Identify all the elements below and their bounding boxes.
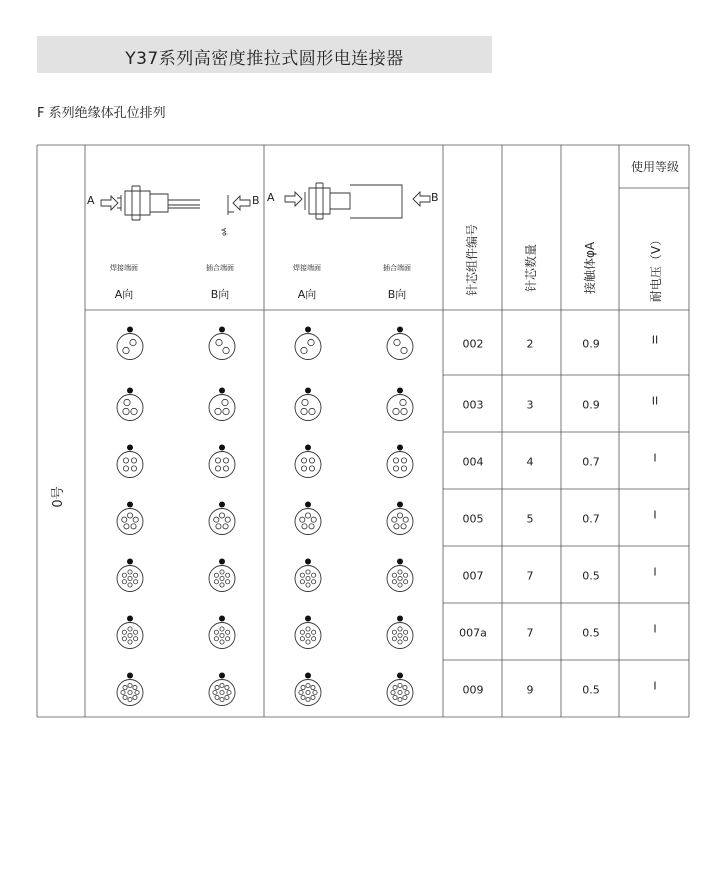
pin-hole xyxy=(124,524,129,529)
pin-layout-diagram xyxy=(117,445,143,478)
pin-hole xyxy=(306,640,310,644)
pin-layout-diagram xyxy=(209,445,235,478)
pin-hole xyxy=(392,517,397,522)
contact-diameter-cell: 0.9 xyxy=(582,398,600,412)
pin-layout-diagram xyxy=(295,559,321,592)
pin-hole xyxy=(220,570,224,574)
pin-hole xyxy=(306,633,310,637)
pin-hole xyxy=(306,690,310,694)
pin-hole xyxy=(215,695,219,699)
pin-hole xyxy=(215,466,220,471)
pin-hole xyxy=(124,399,130,405)
key-dot xyxy=(127,445,133,451)
key-dot xyxy=(127,502,133,508)
pin-hole xyxy=(131,524,136,529)
pin-hole xyxy=(398,640,402,644)
insert-outline xyxy=(387,395,413,421)
contact-diameter-header: 接触体φA xyxy=(583,241,597,295)
pin-layout-diagram xyxy=(387,327,413,360)
contact-diameter-cell: 0.9 xyxy=(582,337,600,351)
key-dot xyxy=(305,616,311,622)
mating-end-label: 插合端面 xyxy=(206,264,234,272)
pin-hole xyxy=(392,573,396,577)
pin-hole xyxy=(123,408,129,414)
pin-hole xyxy=(123,347,129,353)
pin-hole xyxy=(214,517,219,522)
insert-outline xyxy=(387,334,413,360)
pin-hole xyxy=(394,339,400,345)
pin-hole xyxy=(311,695,315,699)
pin-hole xyxy=(300,517,305,522)
pin-hole xyxy=(122,637,126,641)
voltage-header: 耐电压（V） xyxy=(649,233,663,303)
pin-layout-diagram xyxy=(117,327,143,360)
pin-hole xyxy=(393,458,398,463)
usage-grade-cell: I xyxy=(653,565,657,579)
pin-hole xyxy=(220,583,224,587)
pin-hole xyxy=(220,690,224,694)
pin-hole xyxy=(225,685,229,689)
key-dot xyxy=(219,445,225,451)
pin-hole xyxy=(306,583,310,587)
pin-hole xyxy=(123,685,127,689)
pin-hole xyxy=(301,347,307,353)
pin-layout-diagram xyxy=(209,327,235,360)
key-dot xyxy=(305,388,311,394)
pin-count-cell: 4 xyxy=(526,455,534,469)
pin-hole xyxy=(225,695,229,699)
pin-hole xyxy=(398,627,402,631)
pin-hole xyxy=(312,573,316,577)
pin-layout-diagram xyxy=(117,388,143,421)
diameter-label: φA xyxy=(221,227,228,236)
pin-layout-diagram xyxy=(117,502,143,535)
pin-hole xyxy=(393,466,398,471)
pin-count-cell: 7 xyxy=(526,569,534,583)
key-dot xyxy=(219,502,225,508)
pin-hole xyxy=(401,458,406,463)
count-header: 针芯数量 xyxy=(524,243,538,293)
pin-hole xyxy=(215,685,219,689)
insert-outline xyxy=(117,452,143,478)
pin-hole xyxy=(306,576,310,580)
pin-hole xyxy=(128,697,132,701)
pin-hole xyxy=(133,695,137,699)
pin-layout-diagram xyxy=(295,327,321,360)
insert-outline xyxy=(295,566,321,592)
pin-hole xyxy=(223,347,229,353)
pin-hole xyxy=(311,517,316,522)
pin-hole xyxy=(309,466,314,471)
connector-drawing-socket xyxy=(285,183,430,219)
pin-hole xyxy=(300,573,304,577)
contact-diameter-cell: 0.7 xyxy=(582,455,600,469)
pin-hole xyxy=(134,573,138,577)
usage-grade-cell: II xyxy=(651,333,659,347)
pin-hole xyxy=(215,458,220,463)
pin-hole xyxy=(401,347,407,353)
pin-layout-diagram xyxy=(209,559,235,592)
pin-hole xyxy=(226,637,230,641)
contact-diameter-cell: 0.5 xyxy=(582,683,600,697)
pin-layout-diagram xyxy=(209,502,235,535)
pin-hole xyxy=(401,466,406,471)
pin-hole xyxy=(131,466,136,471)
pin-layout-diagram xyxy=(209,673,235,706)
pin-hole xyxy=(127,513,132,518)
pin-hole xyxy=(309,524,314,529)
pin-hole xyxy=(400,399,406,405)
pin-code-cell: 004 xyxy=(462,455,484,469)
key-dot xyxy=(127,327,133,333)
key-dot xyxy=(397,327,403,333)
key-dot xyxy=(219,388,225,394)
pin-layout-diagram xyxy=(295,673,321,706)
pin-hole xyxy=(311,685,315,689)
pin-hole xyxy=(131,458,136,463)
pin-layout-diagram xyxy=(387,388,413,421)
pin-hole xyxy=(123,466,128,471)
usage-grade-cell: I xyxy=(653,622,657,636)
insert-outline xyxy=(295,509,321,535)
pin-hole xyxy=(398,583,402,587)
usage-grade-cell: I xyxy=(653,451,657,465)
direction-b-label: B向 xyxy=(210,288,230,301)
arrow-b-label-2: B xyxy=(431,191,439,204)
pin-hole xyxy=(220,640,224,644)
section-subtitle: F 系列绝缘体孔位排列 xyxy=(37,106,166,121)
pin-hole xyxy=(122,580,126,584)
pin-hole xyxy=(300,580,304,584)
pin-hole xyxy=(223,408,229,414)
pin-hole xyxy=(214,630,218,634)
pin-hole xyxy=(223,458,228,463)
insert-outline xyxy=(117,509,143,535)
connector-drawing-plug xyxy=(101,186,250,220)
pin-hole xyxy=(220,683,224,687)
pin-hole xyxy=(301,466,306,471)
pin-code-cell: 005 xyxy=(462,512,484,526)
pin-hole xyxy=(404,573,408,577)
pin-hole xyxy=(393,685,397,689)
pin-code-cell: 009 xyxy=(462,683,484,697)
insert-outline xyxy=(295,334,321,360)
pin-count-cell: 7 xyxy=(526,626,534,640)
pin-hole xyxy=(216,524,221,529)
key-dot xyxy=(127,673,133,679)
pin-hole xyxy=(123,458,128,463)
pin-hole xyxy=(220,627,224,631)
pin-hole xyxy=(128,683,132,687)
pin-hole xyxy=(134,630,138,634)
pin-hole xyxy=(131,408,137,414)
contact-diameter-cell: 0.5 xyxy=(582,569,600,583)
pin-hole xyxy=(392,637,396,641)
usage-grade-cell: I xyxy=(653,679,657,693)
pin-hole xyxy=(398,697,402,701)
mating-end-label-2: 插合端面 xyxy=(383,264,411,272)
insert-outline xyxy=(209,452,235,478)
page-title: Y37系列高密度推拉式圆形电连接器 xyxy=(125,49,404,69)
pin-hole xyxy=(300,630,304,634)
key-dot xyxy=(305,502,311,508)
key-dot xyxy=(397,673,403,679)
pin-count-cell: 5 xyxy=(526,512,534,526)
key-dot xyxy=(219,559,225,565)
pin-hole xyxy=(306,627,310,631)
pin-hole xyxy=(301,408,307,414)
key-dot xyxy=(305,559,311,565)
key-dot xyxy=(127,616,133,622)
insert-outline xyxy=(387,509,413,535)
insert-outline xyxy=(295,395,321,421)
pin-hole xyxy=(226,573,230,577)
arrow-a-label-2: A xyxy=(267,191,275,204)
pin-count-cell: 9 xyxy=(526,683,534,697)
size-label: 0号 xyxy=(51,486,66,508)
pin-hole xyxy=(214,637,218,641)
pin-hole xyxy=(398,570,402,574)
pin-hole xyxy=(398,633,402,637)
pin-hole xyxy=(309,458,314,463)
pin-hole xyxy=(213,690,217,694)
solder-end-label-2: 焊接端面 xyxy=(293,264,321,272)
pin-hole xyxy=(128,690,132,694)
pin-hole xyxy=(392,580,396,584)
pin-hole xyxy=(306,697,310,701)
pin-hole xyxy=(302,524,307,529)
pin-hole xyxy=(403,517,408,522)
pin-hole xyxy=(220,576,224,580)
pin-hole xyxy=(305,513,310,518)
code-header: 针芯组件编号 xyxy=(465,223,479,297)
insert-outline xyxy=(387,623,413,649)
pin-layout-diagram xyxy=(387,502,413,535)
pin-code-cell: 007a xyxy=(459,626,487,640)
pin-code-cell: 007 xyxy=(462,569,484,583)
insert-outline xyxy=(209,566,235,592)
direction-a-label-2: A向 xyxy=(297,288,317,301)
insert-outline xyxy=(209,623,235,649)
pin-layout-diagram xyxy=(387,673,413,706)
pin-hole xyxy=(214,573,218,577)
pin-hole xyxy=(393,695,397,699)
pin-hole xyxy=(123,695,127,699)
insert-outline xyxy=(295,452,321,478)
pin-layout-diagram xyxy=(295,616,321,649)
pin-hole xyxy=(128,576,132,580)
pin-hole xyxy=(405,690,409,694)
pin-hole xyxy=(134,580,138,584)
pin-hole xyxy=(300,637,304,641)
pin-hole xyxy=(133,685,137,689)
pin-count-cell: 3 xyxy=(526,398,534,412)
pin-layout-diagram xyxy=(295,388,321,421)
pin-hole xyxy=(306,683,310,687)
pin-hole xyxy=(220,697,224,701)
pin-hole xyxy=(301,458,306,463)
pin-layout-diagram xyxy=(387,445,413,478)
pin-hole xyxy=(403,685,407,689)
key-dot xyxy=(397,559,403,565)
key-dot xyxy=(305,327,311,333)
pin-hole xyxy=(133,517,138,522)
pin-hole xyxy=(122,573,126,577)
pin-layout-diagram xyxy=(387,559,413,592)
pin-hole xyxy=(299,690,303,694)
pin-hole xyxy=(214,580,218,584)
direction-b-label-2: B向 xyxy=(387,288,407,301)
pin-hole xyxy=(227,690,231,694)
pin-hole xyxy=(309,408,315,414)
pin-hole xyxy=(312,630,316,634)
key-dot xyxy=(397,502,403,508)
pin-hole xyxy=(313,690,317,694)
pin-hole xyxy=(404,630,408,634)
pin-hole xyxy=(223,466,228,471)
pin-hole xyxy=(308,339,314,345)
pin-hole xyxy=(225,517,230,522)
usage-class-header: 使用等级 xyxy=(630,160,680,174)
pin-hole xyxy=(301,695,305,699)
pin-hole xyxy=(403,695,407,699)
insert-outline xyxy=(387,452,413,478)
pin-hole xyxy=(401,524,406,529)
pin-hole xyxy=(220,633,224,637)
pin-hole xyxy=(312,580,316,584)
insert-outline xyxy=(295,623,321,649)
pin-hole xyxy=(398,690,402,694)
pin-hole xyxy=(128,583,132,587)
key-dot xyxy=(127,559,133,565)
pin-code-cell: 002 xyxy=(462,337,484,351)
key-dot xyxy=(305,445,311,451)
pin-hole xyxy=(392,630,396,634)
pin-hole xyxy=(397,513,402,518)
key-dot xyxy=(219,616,225,622)
pin-hole xyxy=(226,580,230,584)
key-dot xyxy=(127,388,133,394)
insert-outline xyxy=(117,623,143,649)
pin-hole xyxy=(216,339,222,345)
pin-layout-diagram xyxy=(209,388,235,421)
pin-layout-diagram xyxy=(295,445,321,478)
pin-layout-diagram xyxy=(117,616,143,649)
pin-hole xyxy=(134,637,138,641)
key-dot xyxy=(397,445,403,451)
pin-layout-diagram xyxy=(209,616,235,649)
pin-hole xyxy=(401,408,407,414)
insert-outline xyxy=(209,509,235,535)
pin-hole xyxy=(404,580,408,584)
usage-grade-cell: I xyxy=(653,508,657,522)
pin-hole xyxy=(302,399,308,405)
insert-outline xyxy=(117,566,143,592)
arrow-a-label: A xyxy=(87,194,95,207)
pin-layout-diagram xyxy=(295,502,321,535)
insert-outline xyxy=(209,395,235,421)
pin-hole xyxy=(301,685,305,689)
pin-code-cell: 003 xyxy=(462,398,484,412)
contact-diameter-cell: 0.7 xyxy=(582,512,600,526)
pin-hole xyxy=(215,408,221,414)
pin-hole xyxy=(306,570,310,574)
pin-hole xyxy=(398,683,402,687)
insert-outline xyxy=(117,334,143,360)
insert-outline xyxy=(117,395,143,421)
pin-hole xyxy=(223,524,228,529)
pin-hole xyxy=(130,339,136,345)
usage-grade-cell: II xyxy=(651,394,659,408)
pin-hole xyxy=(398,576,402,580)
contact-diameter-cell: 0.5 xyxy=(582,626,600,640)
key-dot xyxy=(219,673,225,679)
pin-hole xyxy=(122,517,127,522)
insert-outline xyxy=(387,566,413,592)
direction-a-label: A向 xyxy=(114,288,134,301)
pin-hole xyxy=(121,690,125,694)
arrow-b-label: B xyxy=(252,194,260,207)
pin-hole xyxy=(393,408,399,414)
key-dot xyxy=(397,388,403,394)
pin-layout-diagram xyxy=(117,559,143,592)
key-dot xyxy=(305,673,311,679)
pin-hole xyxy=(128,627,132,631)
pin-hole xyxy=(394,524,399,529)
pin-layout-diagram xyxy=(387,616,413,649)
pin-layout-diagram xyxy=(117,673,143,706)
pin-hole xyxy=(128,570,132,574)
pin-hole xyxy=(404,637,408,641)
pin-hole xyxy=(222,399,228,405)
pin-hole xyxy=(219,513,224,518)
solder-end-label: 焊接端面 xyxy=(110,264,138,272)
pin-hole xyxy=(391,690,395,694)
pin-hole xyxy=(226,630,230,634)
insert-outline xyxy=(209,334,235,360)
key-dot xyxy=(397,616,403,622)
pin-hole xyxy=(135,690,139,694)
pin-hole xyxy=(312,637,316,641)
key-dot xyxy=(219,327,225,333)
pin-count-cell: 2 xyxy=(526,337,534,351)
pin-hole xyxy=(128,633,132,637)
pin-hole xyxy=(122,630,126,634)
pin-hole xyxy=(128,640,132,644)
